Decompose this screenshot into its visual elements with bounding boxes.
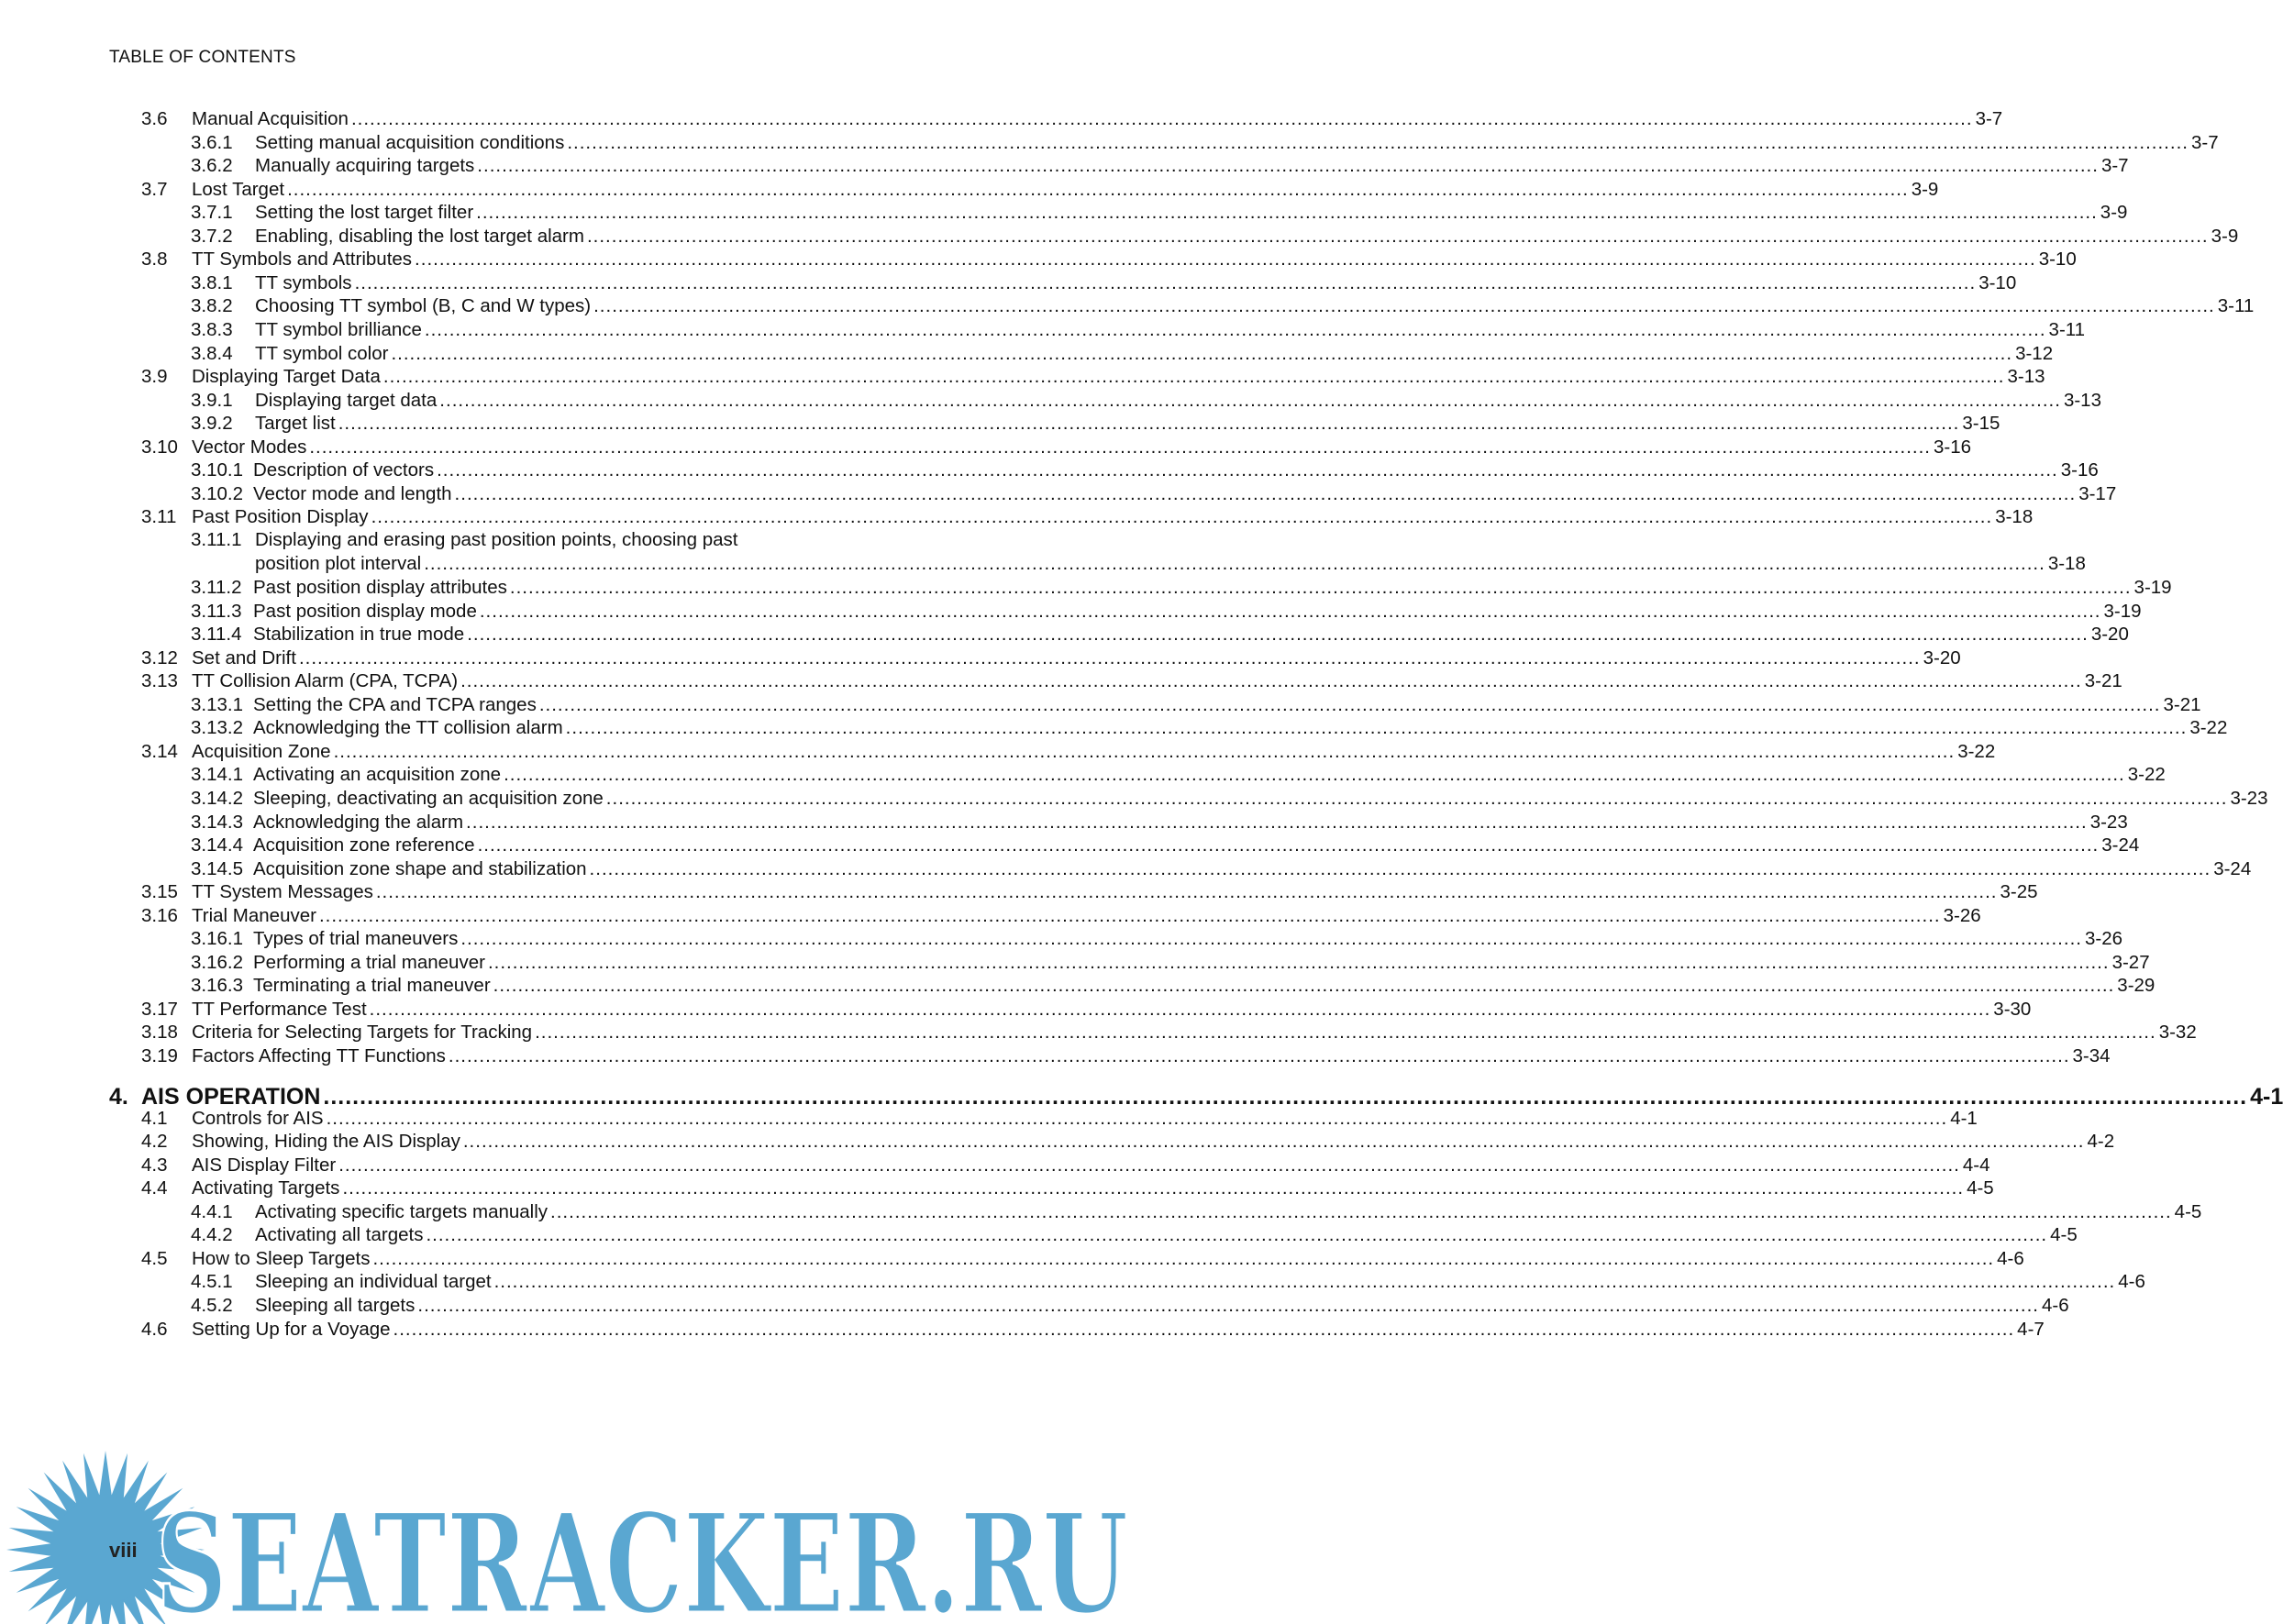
toc-page-ref: 4-1: [2250, 1083, 2283, 1110]
toc-section-entry[interactable]: [141, 1018, 2197, 1044]
toc-entry-number: 3.7.1: [191, 202, 233, 224]
toc-page-ref: 3-32: [2158, 1022, 2197, 1044]
toc-page-ref: 3-10: [2038, 249, 2077, 271]
toc-entry-title: TT Performance Test: [192, 998, 367, 1020]
toc-entry-title: TT symbols: [255, 271, 352, 293]
toc-entry-title: Sleeping all targets: [255, 1294, 416, 1316]
toc-dot-leader: [370, 999, 1991, 1021]
toc-entry-title: Setting the CPA and TCPA ranges: [253, 693, 537, 715]
toc-page-ref: 3-30: [1993, 998, 2032, 1020]
toc-dot-leader: [309, 436, 1931, 458]
toc-dot-leader: [566, 717, 2188, 739]
toc-entry-number: 3.16: [141, 904, 178, 926]
toc-entry-number: 3.16.3: [191, 975, 243, 997]
toc-dot-leader: [439, 390, 2061, 412]
toc-entry-number: 3.8.1: [191, 271, 233, 293]
toc-entry-title: Vector Modes: [192, 436, 307, 458]
toc-dot-leader: [449, 1045, 2070, 1067]
toc-page-ref: 3-25: [2000, 881, 2038, 903]
toc-entry-number: 3.10: [141, 436, 178, 458]
toc-subsection-entry[interactable]: [191, 713, 2228, 739]
toc-section-entry[interactable]: [141, 667, 2122, 692]
toc-page-ref: 4-5: [1967, 1177, 1994, 1199]
toc-dot-leader: [425, 319, 2046, 341]
toc-subsection-entry[interactable]: [191, 1267, 2145, 1293]
toc-subsection-entry[interactable]: [191, 409, 2000, 435]
toc-entry-number: 3.13.1: [191, 693, 243, 715]
toc-entry-number: 4.1: [141, 1107, 168, 1129]
toc-subsection-entry[interactable]: [191, 456, 2099, 481]
toc-subsection-entry[interactable]: [191, 690, 2201, 716]
toc-dot-leader: [426, 1224, 2047, 1246]
toc-entry-title: Terminating a trial maneuver: [253, 975, 491, 997]
toc-entry-title: How to Sleep Targets: [192, 1247, 371, 1269]
toc-dot-leader: [539, 694, 2161, 716]
toc-entry-title: Manual Acquisition: [192, 108, 349, 129]
toc-dot-leader: [455, 483, 2077, 505]
toc-entry-number: 3.10.2: [191, 482, 243, 504]
toc-dot-leader: [437, 459, 2058, 481]
toc-page-ref: 3-9: [1911, 178, 1939, 200]
toc-entry-title: position plot interval: [255, 553, 422, 575]
toc-dot-leader: [488, 952, 2110, 974]
toc-entry-number: 3.12: [141, 646, 178, 668]
toc-page-ref: 4-7: [2017, 1318, 2045, 1340]
toc-entry-title: Acquisition zone shape and stabilization: [253, 857, 587, 879]
toc-dot-leader: [606, 788, 2228, 810]
toc-entry-title: Acquisition zone reference: [253, 834, 475, 856]
toc-page-ref: 3-12: [2015, 342, 2054, 364]
toc-section-entry[interactable]: [141, 362, 2045, 388]
toc-entry-number: 3.9: [141, 366, 168, 388]
toc-subsection-entry[interactable]: [191, 855, 2252, 880]
toc-subsection-entry[interactable]: [191, 620, 2129, 646]
toc-entry-title: Criteria for Selecting Targets for Tracking: [192, 1022, 533, 1044]
toc-dot-leader: [478, 834, 2100, 856]
toc-entry-number: 4.6: [141, 1318, 168, 1340]
toc-dot-leader: [477, 155, 2099, 177]
toc-page-ref: 3-23: [2230, 787, 2268, 809]
toc-entry-number: 4.4: [141, 1177, 168, 1199]
toc-entry-number: 4.2: [141, 1131, 168, 1153]
toc-entry-number: 3.8.4: [191, 342, 233, 364]
toc-page-ref: 3-22: [2189, 717, 2228, 739]
toc-section-entry[interactable]: [141, 737, 1996, 763]
toc-dot-leader: [287, 179, 1909, 201]
toc-dot-leader: [510, 577, 2132, 599]
page-number: viii: [109, 1539, 138, 1562]
toc-entry-number: 3.7.2: [191, 225, 233, 247]
toc-entry-number: 4.: [109, 1083, 128, 1110]
toc-dot-leader: [351, 108, 1973, 130]
toc-dot-leader: [376, 881, 1998, 903]
toc-subsection-entry[interactable]: [191, 808, 2128, 834]
toc-entry-title: Sleeping, deactivating an acquisition zone: [253, 787, 604, 809]
toc-entry-title: TT System Messages: [192, 881, 373, 903]
toc-entry-title: Acknowledging the TT collision alarm: [253, 717, 563, 739]
toc-section-entry[interactable]: [141, 644, 1961, 669]
toc-subsection-entry[interactable]: [191, 1221, 2078, 1246]
toc-dot-leader: [319, 905, 1941, 927]
toc-page-ref: 4-4: [1962, 1154, 1990, 1176]
toc-dot-leader: [460, 670, 2082, 692]
toc-subsection-entry[interactable]: [191, 269, 2017, 294]
toc-page-ref: 4-6: [1997, 1247, 2024, 1269]
toc-entry-title: Activating an acquisition zone: [253, 764, 502, 786]
toc-dot-leader: [338, 1154, 1960, 1177]
toc-dot-leader: [299, 647, 1921, 669]
toc-entry-title: AIS OPERATION: [141, 1083, 321, 1110]
toc-dot-leader: [424, 553, 2045, 575]
toc-entry-number: 4.5.2: [191, 1294, 233, 1316]
toc-subsection-entry[interactable]: [191, 386, 2101, 412]
toc-subsection-entry[interactable]: [191, 784, 2268, 810]
toc-entry-title: Activating Targets: [192, 1177, 340, 1199]
toc-entry-title: Activating specific targets manually: [255, 1200, 549, 1222]
toc-page-ref: 3-26: [2084, 928, 2122, 950]
toc-dot-leader: [393, 1319, 2015, 1341]
toc-subsection-entry[interactable]: [191, 151, 2129, 177]
toc-subsection-entry[interactable]: [191, 1198, 2202, 1223]
toc-entry-title: Description of vectors: [253, 459, 435, 481]
toc-entry-title: Performing a trial maneuver: [253, 951, 485, 973]
toc-entry-title: Showing, Hiding the AIS Display: [192, 1131, 460, 1153]
toc-entry-title: Set and Drift: [192, 646, 296, 668]
toc-entry-number: 4.4.1: [191, 1200, 233, 1222]
toc-dot-leader: [417, 1295, 2039, 1317]
toc-section-entry[interactable]: [141, 1127, 2115, 1153]
toc-entry-number: 3.11.1: [191, 528, 242, 550]
toc-page-ref: 3-27: [2111, 951, 2150, 973]
toc-page-ref: 3-22: [2127, 764, 2166, 786]
toc-page-ref: 3-7: [2190, 131, 2219, 153]
toc-entry-number: 3.9.2: [191, 413, 233, 435]
toc-subsection-entry[interactable]: [191, 760, 2166, 786]
toc-subsection-entry[interactable]: [191, 971, 2156, 997]
toc-entry-number: 3.14.3: [191, 811, 243, 833]
toc-entry-number: 4.5.1: [191, 1271, 233, 1293]
page-header: TABLE OF CONTENTS: [109, 48, 296, 67]
toc-subsection-entry[interactable]: [191, 924, 2122, 950]
toc-dot-leader: [467, 624, 2089, 646]
toc-page-ref: 3-29: [2117, 975, 2156, 997]
toc-subsection-entry[interactable]: [191, 315, 2086, 341]
toc-entry-number: 3.13.2: [191, 717, 243, 739]
toc-dot-leader: [338, 413, 1960, 435]
toc-entry-title: Setting Up for a Voyage: [192, 1318, 391, 1340]
toc-page-ref: 4-1: [1950, 1107, 1978, 1129]
toc-entry-title: Controls for AIS: [192, 1107, 324, 1129]
toc-dot-leader: [383, 366, 2005, 388]
toc-entry-number: 3.18: [141, 1022, 178, 1044]
toc-page-ref: 3-21: [2163, 693, 2201, 715]
toc-section-entry[interactable]: [141, 995, 2032, 1021]
toc-page-ref: 3-34: [2072, 1045, 2111, 1066]
toc-entry-number: 3.7: [141, 178, 168, 200]
toc-page-ref: 3-18: [2047, 553, 2086, 575]
toc-page-ref: 3-11: [2217, 295, 2255, 317]
toc-page-ref: 3-7: [1975, 108, 2003, 129]
toc-subsection-entry[interactable]: [191, 480, 2117, 505]
toc-entry-number: 3.6: [141, 108, 168, 129]
toc-subsection-entry[interactable]: [191, 948, 2150, 974]
toc-subsection-entry[interactable]: [191, 198, 2128, 224]
toc-dot-leader: [460, 928, 2082, 950]
toc-page-ref: 4-6: [2042, 1294, 2069, 1316]
toc-page-ref: 3-18: [1995, 506, 2034, 528]
toc-page-ref: 3-22: [1957, 740, 1996, 762]
toc-page-ref: 3-21: [2084, 670, 2122, 692]
toc-page-ref: 4-6: [2118, 1271, 2145, 1293]
toc-section-entry[interactable]: [141, 175, 1939, 201]
toc-entry-number: 3.10.1: [191, 459, 243, 481]
toc-dot-leader: [327, 1108, 1948, 1130]
watermark-text: SEATRACKER.RU: [156, 1484, 1128, 1624]
toc-page-ref: 4-2: [2087, 1131, 2115, 1153]
toc-subsection-entry[interactable]: [191, 339, 2054, 365]
toc-section-entry[interactable]: [141, 901, 1981, 927]
toc-entry-number: 3.14.4: [191, 834, 243, 856]
toc-section-entry[interactable]: [141, 1315, 2045, 1341]
toc-subsection-continuation[interactable]: [191, 549, 2086, 575]
toc-dot-leader: [463, 1131, 2085, 1153]
toc-page-ref: 3-16: [2060, 459, 2099, 481]
toc-entry-title: Stabilization in true mode: [253, 624, 465, 646]
toc-entry-number: 3.11.3: [191, 600, 242, 622]
toc-entry-number: 4.3: [141, 1154, 168, 1176]
toc-entry-title: Factors Affecting TT Functions: [192, 1045, 446, 1066]
toc-section-entry[interactable]: [141, 503, 2034, 528]
toc-entry-title: Acknowledging the alarm: [253, 811, 464, 833]
toc-section-entry[interactable]: [141, 105, 2003, 130]
toc-dot-leader: [334, 741, 1956, 763]
toc-entry-title: Choosing TT symbol (B, C and W types): [255, 295, 592, 317]
toc-section-entry[interactable]: [141, 1174, 1994, 1199]
toc-dot-leader: [480, 601, 2101, 623]
toc-entry-title: Vector mode and length: [253, 482, 452, 504]
toc-entry-number: 4.4.2: [191, 1224, 233, 1246]
toc-entry-number: 3.8.2: [191, 295, 233, 317]
toc-entry-title: Sleeping an individual target: [255, 1271, 492, 1293]
toc-entry-number: 3.16.1: [191, 928, 243, 950]
toc-entry-number: 3.11.2: [191, 577, 242, 598]
toc-subsection-entry[interactable]: [191, 1291, 2069, 1317]
toc-subsection-entry[interactable]: [191, 292, 2255, 317]
toc-dot-leader: [391, 343, 2012, 365]
toc-page-ref: 3-16: [1933, 436, 1972, 458]
toc-dot-leader: [494, 1271, 2116, 1293]
toc-page-ref: 3-20: [1923, 646, 1961, 668]
toc-entry-title: Displaying target data: [255, 389, 438, 411]
toc-subsection-entry[interactable]: [191, 128, 2219, 154]
toc-page-ref: 3-19: [2103, 600, 2142, 622]
toc-dot-leader: [590, 858, 2211, 880]
toc-dot-leader: [415, 249, 2036, 271]
toc-dot-leader: [372, 1248, 1994, 1270]
toc-entry-title: Displaying and erasing past position points, choosing past: [255, 528, 738, 550]
toc-entry-number: 4.5: [141, 1247, 168, 1269]
toc-page-ref: 3-17: [2078, 482, 2117, 504]
toc-dot-leader: [476, 202, 2098, 224]
toc-dot-leader: [567, 132, 2189, 154]
toc-dot-leader: [355, 272, 1977, 294]
toc-entry-title: Past Position Display: [192, 506, 369, 528]
toc-entry-title: Lost Target: [192, 178, 285, 200]
toc-subsection-entry[interactable]: [191, 597, 2142, 623]
toc-subsection-entry[interactable]: [191, 831, 2140, 856]
toc-page-ref: 3-7: [2100, 155, 2129, 177]
toc-dot-leader: [550, 1201, 2172, 1223]
toc-section-entry[interactable]: [141, 433, 1972, 458]
toc-page-ref: 3-26: [1943, 904, 1981, 926]
toc-entry-number: 3.11: [141, 506, 177, 528]
toc-dot-leader: [466, 812, 2088, 834]
toc-entry-number: 3.14: [141, 740, 178, 762]
toc-entry-number: 3.6.1: [191, 131, 233, 153]
toc-entry-title: TT symbol brilliance: [255, 318, 422, 340]
toc-entry-number: 3.8: [141, 249, 168, 271]
toc-dot-leader: [371, 506, 1993, 528]
toc-entry-title: TT symbol color: [255, 342, 389, 364]
toc-page-ref: 3-24: [2213, 857, 2252, 879]
toc-section-entry[interactable]: [141, 1042, 2111, 1067]
toc-entry-number: 3.19: [141, 1045, 178, 1066]
toc-page-ref: 3-9: [2211, 225, 2239, 247]
toc-entry-number: 3.16.2: [191, 951, 243, 973]
toc-entry-title: AIS Display Filter: [192, 1154, 337, 1176]
toc-page-ref: 3-9: [2100, 202, 2128, 224]
toc-entry-title: Setting manual acquisition conditions: [255, 131, 565, 153]
toc-page-ref: 3-24: [2101, 834, 2140, 856]
toc-page-ref: 4-5: [2050, 1224, 2078, 1246]
toc-page-ref: 3-20: [2090, 624, 2129, 646]
toc-entry-title: Setting the lost target filter: [255, 202, 474, 224]
toc-entry-number: 3.9.1: [191, 389, 233, 411]
toc-entry-title: Displaying Target Data: [192, 366, 381, 388]
toc-entry-title: TT Symbols and Attributes: [192, 249, 413, 271]
toc-dot-leader: [504, 764, 2125, 786]
toc-page-ref: 4-5: [2174, 1200, 2202, 1222]
toc-dot-leader: [535, 1022, 2156, 1044]
toc-entry-number: 3.15: [141, 881, 178, 903]
toc-page-ref: 3-10: [1978, 271, 2017, 293]
toc-entry-number: 3.8.3: [191, 318, 233, 340]
toc-entry-number: 3.14.1: [191, 764, 243, 786]
toc-entry-number: 3.17: [141, 998, 178, 1020]
toc-page-ref: 3-11: [2048, 318, 2086, 340]
toc-entry-number: 3.6.2: [191, 155, 233, 177]
toc-entry-title: Manually acquiring targets: [255, 155, 475, 177]
toc-entry-title: Trial Maneuver: [192, 904, 316, 926]
seatracker-watermark: [0, 1449, 1147, 1624]
toc-entry-title: Types of trial maneuvers: [253, 928, 459, 950]
toc-subsection-entry[interactable]: [191, 222, 2239, 248]
toc-entry-title: Enabling, disabling the lost target alarm: [255, 225, 584, 247]
toc-entry-number: 3.14.5: [191, 857, 243, 879]
toc-section-entry[interactable]: [141, 1244, 2024, 1270]
toc-section-entry[interactable]: [141, 878, 2038, 903]
toc-entry-title: Acquisition Zone: [192, 740, 331, 762]
toc-dot-leader: [342, 1177, 1964, 1199]
toc-entry-title: Target list: [255, 413, 336, 435]
toc-section-entry[interactable]: [141, 1104, 1978, 1130]
toc-entry-title: Past position display attributes: [253, 577, 507, 598]
toc-entry-number: 3.11.4: [191, 624, 242, 646]
toc-section-entry[interactable]: [141, 245, 2077, 271]
toc-entry-title: Past position display mode: [253, 600, 477, 622]
toc-subsection-entry[interactable]: [191, 573, 2172, 599]
toc-entry-title: TT Collision Alarm (CPA, TCPA): [192, 670, 459, 692]
toc-page-ref: 3-15: [1962, 413, 2000, 435]
toc-entry-title: Activating all targets: [255, 1224, 424, 1246]
toc-dot-leader: [593, 295, 2215, 317]
toc-dot-leader: [493, 975, 2115, 997]
toc-subsection-entry[interactable]: [191, 529, 738, 551]
toc-entry-number: 3.14.2: [191, 787, 243, 809]
toc-section-entry[interactable]: [141, 1151, 1990, 1177]
toc-page-ref: 3-19: [2133, 577, 2172, 598]
toc-entry-number: 3.13: [141, 670, 178, 692]
toc-dot-leader: [587, 226, 2209, 248]
toc-page-ref: 3-13: [2063, 389, 2101, 411]
toc-page-ref: 3-13: [2007, 366, 2045, 388]
toc-page-ref: 3-23: [2089, 811, 2128, 833]
